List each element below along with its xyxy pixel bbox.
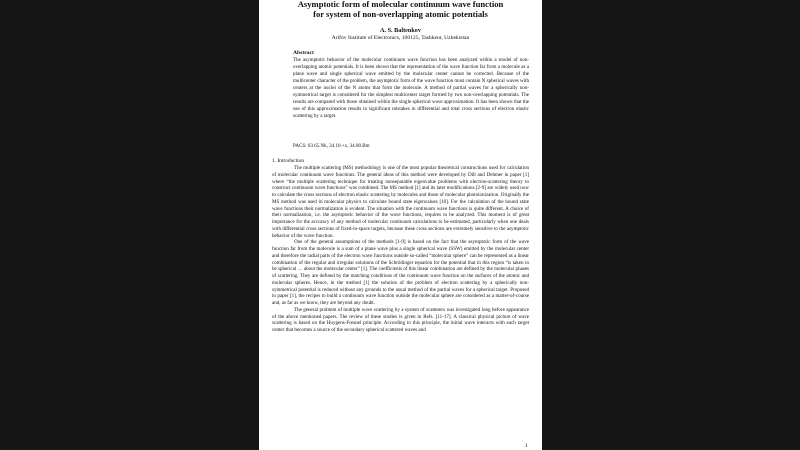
pacs-codes: PACS: 03.65.Nk, 34.10.+x, 34.80.Bm bbox=[293, 143, 370, 149]
section-heading-introduction: 1. Introduction bbox=[272, 158, 305, 164]
body-paragraph-1: The multiple scattering (MS) methodology is one of the most popular theoretical constructions used for calculation of molecular continuum wave functions. The general ideas of this method were developed by Dill and Dehmer in paper [1] where “the multiple scattering technique for treating nonseparable eigenvalue problems with electron-scattering theory to construct continuum wave functions” was combined. The MS method [1] and its later modifications [2-9] are widely used now to calculate the cross sections of electron elastic scattering by molecules and those of molecular photoionization. Originally the MS method was used in molecular physics to calculate bound state eigenvalues [10]. For the calculation of the bound state wave functions their normalization is evident. The situation with the continuum wave functions is quite different. A choice of their normalization, i.e. the asymptotic behavior of the wave functions, requires to be analyzed. This moment is of great importance for the accuracy of any method of molecular continuum calculations to be estimated, particularly when one deals with differential cross sections of fixed-in-space targets, because these cross sections are extremely sensitive to the asymptotic behavior of the wave function. bbox=[272, 165, 529, 239]
paper-title bbox=[259, 0, 542, 19]
author-affiliation: Arifov Institute of Electronics, 100125, Tashkent, Uzbekistan bbox=[331, 35, 470, 41]
body-paragraph-3: The general problem of multiple wave scattering by a system of scatterers was investigated long before appearance of the above mentioned papers. The review of these studies is given in Refs. [11-17]. A classical physical picture of wave scattering is based on the Huygens-Fresnel principle. According to this principle, the initial wave interacts with each target center that becomes a source of the secondary spherical scattered waves and bbox=[272, 306, 529, 333]
page-number: 1 bbox=[525, 443, 528, 449]
abstract-heading: Abstract bbox=[293, 50, 314, 56]
title-line-1: Asymptotic form of molecular continuum wave function bbox=[297, 0, 504, 9]
author-name: A. S. Baltenkov bbox=[380, 27, 421, 34]
body-paragraph-2: One of the general assumptions of the methods [1-9] is based on the fact that the asymptotic form of the wave function far from the molecule is a sum of a plane wave plus a single spherical wave (SSW) emitted by the molecular center and therefore the radial parts of the electron wave functions outside so-called “molecular sphere” can be represented as a linear combination of the regular and irregular solutions of the Schrödinger equation for the potential that in this region “is taken to be spherical … about the molecular center” [1]. The coefficients of this linear combination are defined by the molecular phases of scattering. They are defined by the matching conditions of the continuum wave function on the surfaces of the atomic and molecular spheres. Hence, in the method [1] the solution of the problem of electron scattering by a spherically non-symmetrical potential is reduced without any grounds to the usual method of the partial waves for a spherical target. Proposed in paper [1], the recipes to build a continuum wave function outside the molecular sphere are considered as a matter-of-course and, as far as we know, they are beyond any doubt. bbox=[272, 239, 529, 306]
abstract-text: The asymptotic behavior of the molecular continuum wave function has been analyzed within a model of non-overlapping atomic potentials. It is been shown that the representation of the wave function far from a molecule as a plane wave and single spherical wave emitted by the molecular center cannot be corrected. Because of the multicenter character of the problem, the asymptotic form of the wave function must contain N spherical waves with centers at the nuclei of the N atoms that form the molecule. A method of partial waves for a spherically non-symmetrical target is considered for the simplest multicenter target formed by two non-overlapping potentials. The results are compared with those obtained within the single spherical wave approximation. It has been shown that the use of this approximation results in significant mistakes in differential and total cross sections of electron elastic scattering by a target. bbox=[293, 57, 529, 119]
introduction-body bbox=[272, 165, 529, 334]
title-line-2: for system of non-overlapping atomic potentials bbox=[313, 8, 488, 19]
document-page bbox=[259, 0, 542, 450]
